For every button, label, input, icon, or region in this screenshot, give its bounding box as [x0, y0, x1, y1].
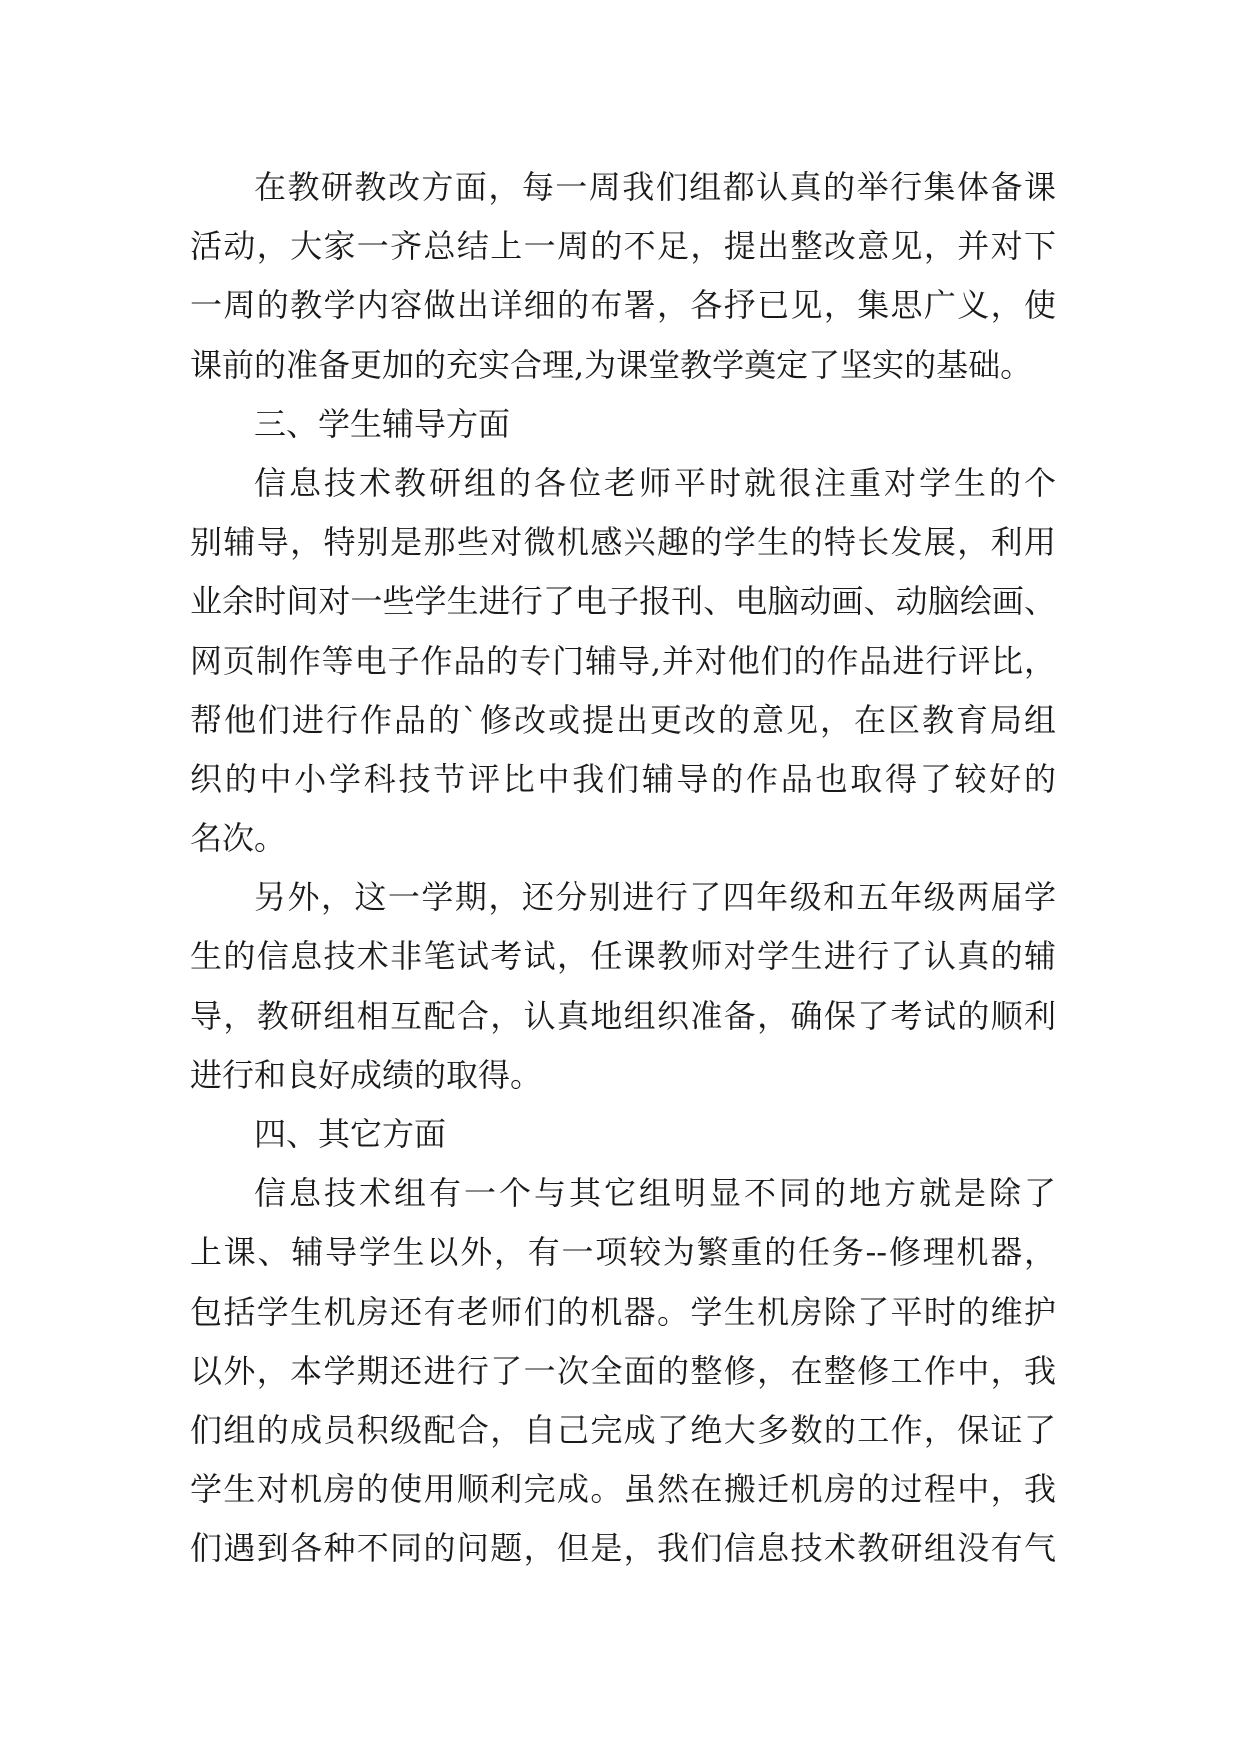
paragraph-line: 们组的成员积级配合，自己完成了绝大多数的工作，保证了: [190, 1410, 1056, 1449]
paragraph-line: 网页制作等电子作品的专门辅导,并对他们的作品进行评比，: [190, 641, 1056, 680]
paragraph-line: 织的中小学科技节评比中我们辅导的作品也取得了较好的: [190, 759, 1056, 798]
paragraph-line: 上课、辅导学生以外，有一项较为繁重的任务--修理机器，: [190, 1233, 1056, 1272]
paragraph-line: 信息技术组有一个与其它组明显不同的地方就是除了: [254, 1174, 1056, 1213]
paragraph-line: 一周的教学内容做出详细的布署，各抒已见，集思广义，使: [190, 286, 1056, 325]
section-heading: 三、学生辅导方面: [254, 404, 511, 443]
paragraph-line: 进行和良好成绩的取得。: [190, 1055, 543, 1094]
paragraph-line: 以外，本学期还进行了一次全面的整修，在整修工作中，我: [190, 1351, 1056, 1390]
paragraph-line: 在教研教改方面，每一周我们组都认真的举行集体备课: [254, 168, 1056, 206]
paragraph-line: 生的信息技术非笔试考试，任课教师对学生进行了认真的辅: [190, 937, 1056, 976]
paragraph-line: 活动，大家一齐总结上一周的不足，提出整改意见，并对下: [190, 227, 1056, 266]
paragraph-line: 另外，这一学期，还分别进行了四年级和五年级两届学: [254, 878, 1056, 917]
section-heading: 四、其它方面: [254, 1115, 447, 1153]
paragraph-line: 包括学生机房还有老师们的机器。学生机房除了平时的维护: [190, 1292, 1056, 1331]
paragraph-line: 业余时间对一些学生进行了电子报刊、电脑动画、动脑绘画、: [190, 582, 1056, 621]
paragraph-line: 帮他们进行作品的`修改或提出更改的意见，在区教育局组: [190, 700, 1056, 739]
paragraph-line: 信息技术教研组的各位老师平时就很注重对学生的个: [254, 463, 1056, 502]
paragraph-line: 学生对机房的使用顺利完成。虽然在搬迁机房的过程中，我: [190, 1470, 1056, 1509]
paragraph-line: 导，教研组相互配合，认真地组织准备，确保了考试的顺利: [190, 996, 1056, 1035]
paragraph-line: 们遇到各种不同的问题，但是，我们信息技术教研组没有气: [190, 1529, 1056, 1568]
paragraph-line: 课前的准备更加的充实合理,为课堂教学奠定了坚实的基础。: [190, 345, 1033, 384]
document-body: [190, 158, 1056, 1579]
paragraph-line: 名次。: [190, 819, 287, 858]
paragraph-line: 别辅导，特别是那些对微机感兴趣的学生的特长发展，利用: [190, 523, 1056, 562]
